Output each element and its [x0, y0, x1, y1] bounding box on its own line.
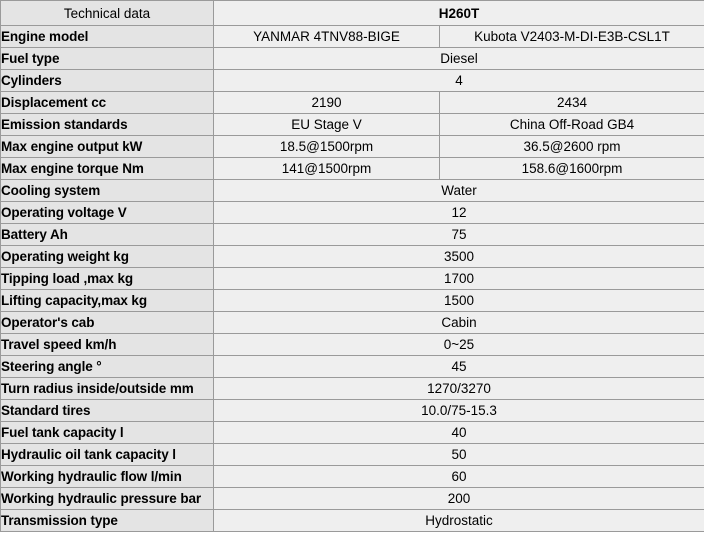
row-value-b: China Off-Road GB4	[440, 114, 704, 136]
table-row	[1, 268, 704, 290]
row-value-a: 2190	[214, 92, 440, 114]
table-row	[1, 400, 704, 422]
table-row	[1, 26, 704, 48]
row-value: Water	[214, 180, 704, 202]
row-label: Turn radius inside/outside mm	[1, 378, 214, 400]
row-value: Diesel	[214, 48, 704, 70]
table-row	[1, 334, 704, 356]
table-row	[1, 180, 704, 202]
row-label: Working hydraulic pressure bar	[1, 488, 214, 510]
row-label: Engine model	[1, 26, 214, 48]
table-body	[1, 1, 704, 532]
row-label: Lifting capacity,max kg	[1, 290, 214, 312]
row-label: Cooling system	[1, 180, 214, 202]
row-value-b: Kubota V2403-M-DI-E3B-CSL1T	[440, 26, 704, 48]
table-title-cell: Technical data	[1, 1, 214, 26]
table-row	[1, 422, 704, 444]
row-label: Travel speed km/h	[1, 334, 214, 356]
table-row	[1, 158, 704, 180]
row-label: Operator's cab	[1, 312, 214, 334]
row-label: Operating voltage V	[1, 202, 214, 224]
table-row	[1, 290, 704, 312]
row-value: 40	[214, 422, 704, 444]
bottom-fade	[0, 548, 704, 556]
row-value: 1500	[214, 290, 704, 312]
table-row	[1, 466, 704, 488]
row-label: Fuel type	[1, 48, 214, 70]
row-label: Max engine torque Nm	[1, 158, 214, 180]
table-row	[1, 312, 704, 334]
table-header-row	[1, 1, 704, 26]
row-value-a: EU Stage V	[214, 114, 440, 136]
row-label: Max engine output kW	[1, 136, 214, 158]
row-value: 60	[214, 466, 704, 488]
row-value: 200	[214, 488, 704, 510]
row-value-a: YANMAR 4TNV88-BIGE	[214, 26, 440, 48]
row-value-b: 158.6@1600rpm	[440, 158, 704, 180]
row-label: Tipping load ,max kg	[1, 268, 214, 290]
row-value: 1700	[214, 268, 704, 290]
row-value: 0~25	[214, 334, 704, 356]
row-label: Steering angle °	[1, 356, 214, 378]
table-row	[1, 114, 704, 136]
table-row	[1, 48, 704, 70]
row-value-a: 141@1500rpm	[214, 158, 440, 180]
row-label: Operating weight kg	[1, 246, 214, 268]
row-value: 12	[214, 202, 704, 224]
table-row	[1, 356, 704, 378]
row-value: Cabin	[214, 312, 704, 334]
row-value: 45	[214, 356, 704, 378]
table-model-cell: H260T	[214, 1, 704, 26]
row-label: Hydraulic oil tank capacity l	[1, 444, 214, 466]
row-label: Transmission type	[1, 510, 214, 532]
row-label: Standard tires	[1, 400, 214, 422]
row-label: Emission standards	[1, 114, 214, 136]
row-label: Fuel tank capacity l	[1, 422, 214, 444]
row-label: Battery Ah	[1, 224, 214, 246]
table-row	[1, 136, 704, 158]
table-row	[1, 202, 704, 224]
table-row	[1, 224, 704, 246]
row-value-b: 36.5@2600 rpm	[440, 136, 704, 158]
table-row	[1, 510, 704, 532]
row-label: Displacement cc	[1, 92, 214, 114]
table-row	[1, 92, 704, 114]
row-value-b: 2434	[440, 92, 704, 114]
table-row	[1, 378, 704, 400]
row-value: 50	[214, 444, 704, 466]
table-row	[1, 70, 704, 92]
row-value: 4	[214, 70, 704, 92]
row-value: 75	[214, 224, 704, 246]
row-label: Cylinders	[1, 70, 214, 92]
row-value-a: 18.5@1500rpm	[214, 136, 440, 158]
row-label: Working hydraulic flow l/min	[1, 466, 214, 488]
row-value: 3500	[214, 246, 704, 268]
row-value: 1270/3270	[214, 378, 704, 400]
row-value: Hydrostatic	[214, 510, 704, 532]
row-value: 10.0/75-15.3	[214, 400, 704, 422]
table-row	[1, 246, 704, 268]
table-row	[1, 444, 704, 466]
table-row	[1, 488, 704, 510]
